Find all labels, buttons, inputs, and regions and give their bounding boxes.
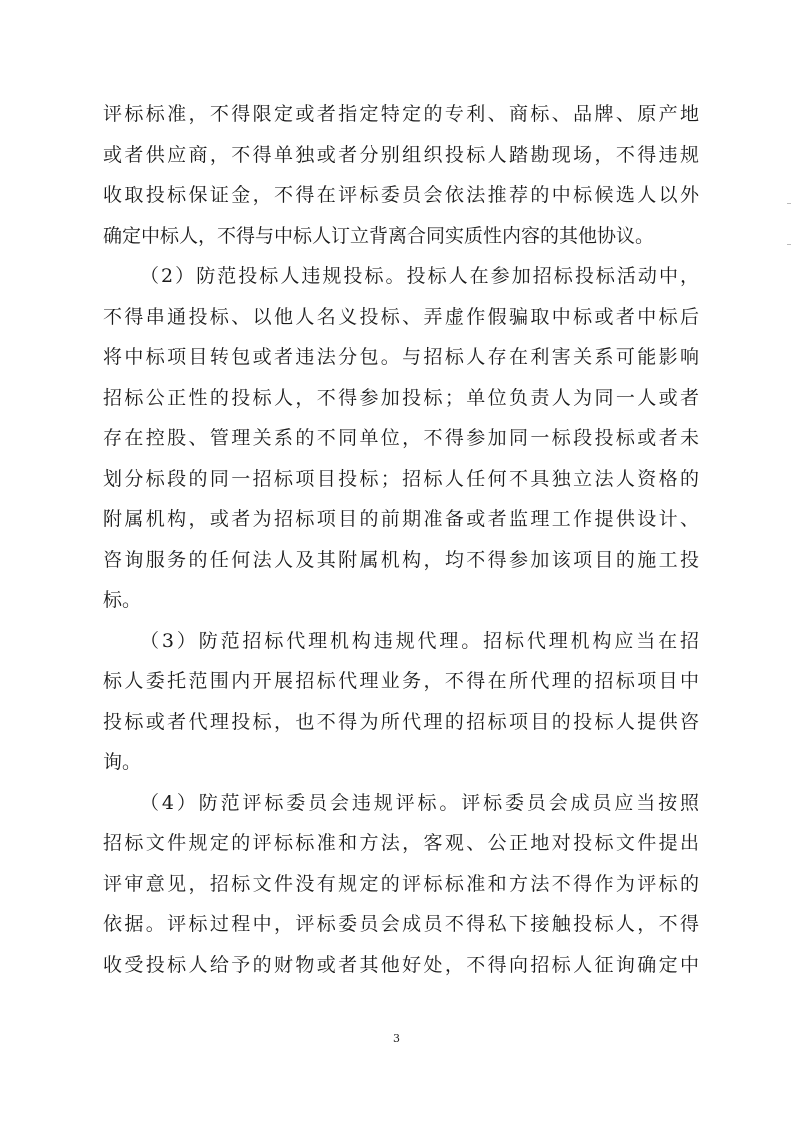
text-line: 或者供应商，不得单独或者分别组织投标人踏勘现场，不得违规 bbox=[103, 143, 699, 166]
text-line: （3）防范招标代理机构违规代理。招标代理机构应当在招 bbox=[140, 629, 699, 652]
paragraph-evaluation-standards bbox=[103, 94, 699, 256]
text-line: 询。 bbox=[103, 751, 142, 773]
text-line: 附属机构，或者为招标项目的前期准备或者监理工作提供设计、 bbox=[103, 508, 699, 530]
text-line: 依据。评标过程中，评标委员会成员不得私下接触投标人，不得 bbox=[103, 913, 699, 935]
scan-edge-mark bbox=[787, 244, 791, 245]
text-line: 招标文件规定的评标标准和方法，客观、公正地对投标文件提出 bbox=[103, 832, 699, 854]
document-body bbox=[103, 94, 699, 985]
text-line: 标。 bbox=[103, 589, 142, 611]
text-line: 不得串通投标、以他人名义投标、弄虚作假骗取中标或者中标后 bbox=[103, 305, 699, 328]
page-number: 3 bbox=[393, 1032, 400, 1045]
text-line: 评标标准，不得限定或者指定特定的专利、商标、品牌、原产地 bbox=[103, 103, 699, 125]
text-line: 收取投标保证金，不得在评标委员会依法推荐的中标候选人以外 bbox=[103, 184, 699, 206]
paragraph-committee-violations bbox=[103, 783, 699, 986]
text-line: 招标公正性的投标人，不得参加投标；单位负责人为同一人或者 bbox=[103, 386, 699, 409]
paragraph-agency-violations bbox=[103, 621, 699, 783]
text-line: 标人委托范围内开展招标代理业务，不得在所代理的招标项目中 bbox=[103, 670, 699, 692]
paragraph-bidder-violations bbox=[103, 256, 699, 621]
text-line: 投标或者代理投标，也不得为所代理的招标项目的投标人提供咨 bbox=[103, 710, 699, 733]
text-line: 将中标项目转包或者违法分包。与招标人存在利害关系可能影响 bbox=[103, 346, 699, 368]
text-line: 划分标段的同一招标项目投标；招标人任何不具独立法人资格的 bbox=[103, 467, 699, 490]
text-line: 确定中标人，不得与中标人订立背离合同实质性内容的其他协议。 bbox=[103, 224, 655, 247]
text-line: 评审意见，招标文件没有规定的评标标准和方法不得作为评标的 bbox=[103, 872, 699, 895]
text-line: （2）防范投标人违规投标。投标人在参加招标投标活动中， bbox=[140, 265, 699, 287]
text-line: （4）防范评标委员会违规评标。评标委员会成员应当按照 bbox=[140, 791, 699, 814]
text-line: 存在控股、管理关系的不同单位，不得参加同一标段投标或者未 bbox=[103, 427, 699, 449]
text-line: 收受投标人给予的财物或者其他好处，不得向招标人征询确定中 bbox=[103, 953, 699, 976]
scan-edge-mark bbox=[787, 203, 791, 204]
text-line: 咨询服务的任何法人及其附属机构，均不得参加该项目的施工投 bbox=[103, 548, 699, 571]
